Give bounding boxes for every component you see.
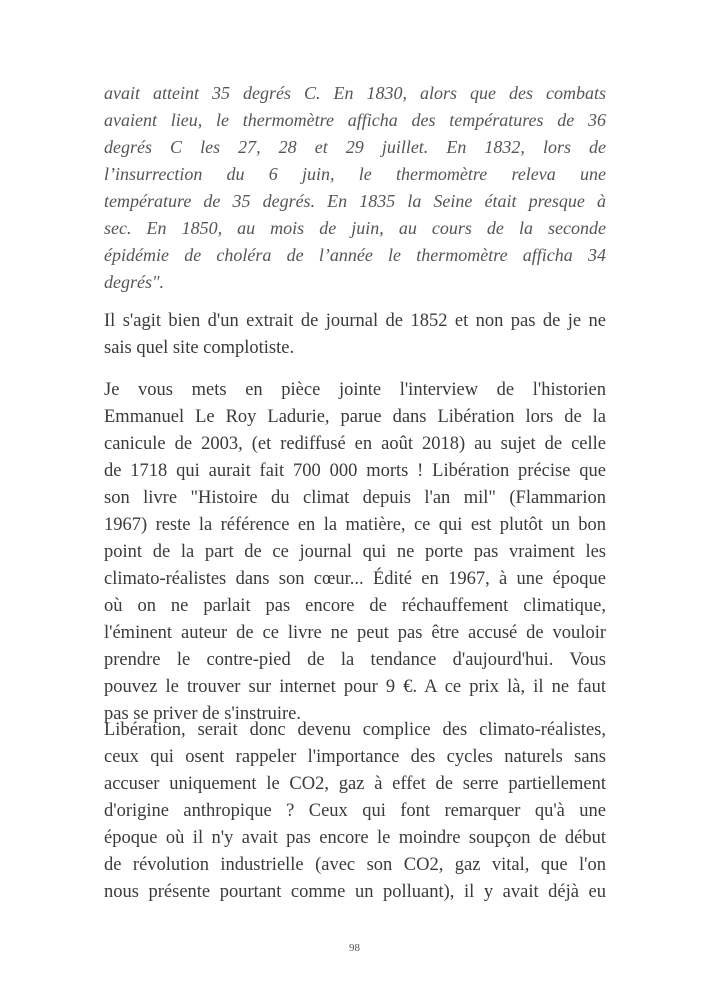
paragraph-source <box>104 308 606 362</box>
text-line: Je vous mets en pièce jointe l'interview de l'historien <box>104 380 606 400</box>
text-line: l'éminent auteur de ce livre ne peut pas être accusé de vouloir <box>104 623 606 643</box>
text-line: de 1718 qui aurait fait 700 000 morts ! Libération précise que <box>104 461 606 481</box>
text-line: l’insurrection du 6 juin, le thermomètre releva une <box>104 164 606 184</box>
text-line: son livre "Histoire du climat depuis l'an mil" (Flammarion <box>104 488 606 508</box>
text-line: accuser uniquement le CO2, gaz à effet de serre partiellement <box>104 774 606 794</box>
text-line: 1967) reste la référence en la matière, ce qui est plutôt un bon <box>104 515 606 535</box>
text-line: pas se priver de s'instruire. <box>104 704 302 724</box>
text-line: prendre le contre-pied de la tendance d'aujourd'hui. Vous <box>104 650 606 670</box>
paragraph-interview <box>104 377 606 728</box>
text-line: Il s'agit bien d'un extrait de journal de 1852 et non pas de je ne <box>104 311 606 331</box>
paragraph-liberation <box>104 717 606 906</box>
text-line: avait atteint 35 degrés C. En 1830, alors que des combats <box>104 83 606 103</box>
text-line: avaient lieu, le thermomètre afficha des températures de 36 <box>104 110 606 130</box>
text-line: de révolution industrielle (avec son CO2, gaz vital, que l'on <box>104 855 606 875</box>
quote-paragraph <box>104 80 606 296</box>
text-line: canicule de 2003, (et rediffusé en août 2018) au sujet de celle <box>104 434 606 454</box>
text-line: où on ne parlait pas encore de réchauffement climatique, <box>104 596 606 616</box>
text-line: d'origine anthropique ? Ceux qui font remarquer qu'à une <box>104 801 606 821</box>
text-line: ceux qui osent rappeler l'importance des cycles naturels sans <box>104 747 606 767</box>
text-line: sec. En 1850, au mois de juin, au cours de la seconde <box>104 218 606 238</box>
text-line: nous présente pourtant comme un polluant), il y avait déjà eu <box>104 882 606 902</box>
text-line: sais quel site complotiste. <box>104 338 295 358</box>
text-line: point de la part de ce journal qui ne porte pas vraiment les <box>104 542 606 562</box>
text-line: épidémie de choléra de l’année le thermomètre afficha 34 <box>104 245 606 265</box>
text-line: climato-réalistes dans son cœur... Édité en 1967, à une époque <box>104 569 606 589</box>
text-line: pouvez le trouver sur internet pour 9 €. A ce prix là, il ne faut <box>104 677 606 697</box>
text-line: degrés C les 27, 28 et 29 juillet. En 1832, lors de <box>104 137 606 157</box>
text-line: degrés". <box>104 272 165 292</box>
text-line: Emmanuel Le Roy Ladurie, parue dans Libération lors de la <box>104 407 606 427</box>
page-number: 98 <box>349 942 360 954</box>
text-line: époque où il n'y avait pas encore le moindre soupçon de début <box>104 828 606 848</box>
text-line: Libération, serait donc devenu complice des climato-réalistes, <box>104 720 606 740</box>
text-line: température de 35 degrés. En 1835 la Seine était presque à <box>104 191 606 211</box>
